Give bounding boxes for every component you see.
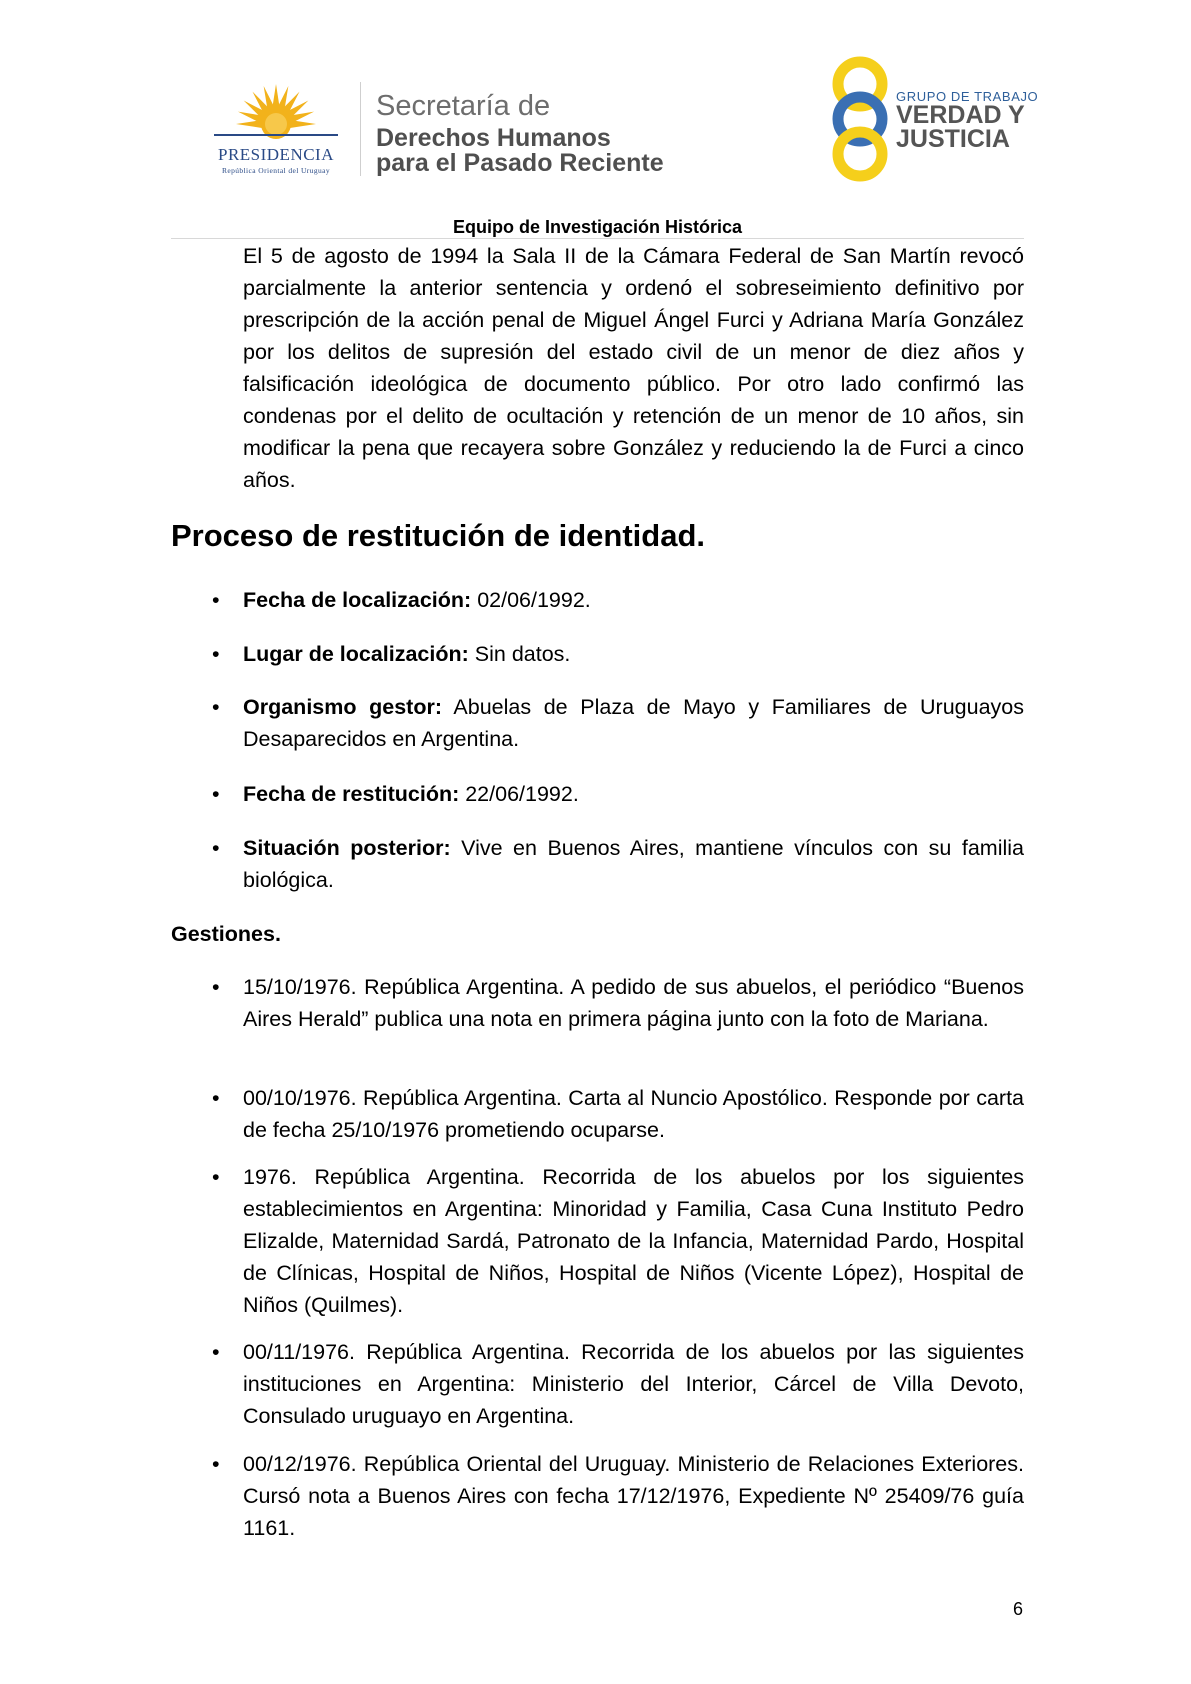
verdad-justicia-line-2: VERDAD Y — [896, 101, 1025, 129]
presidencia-name: PRESIDENCIA — [217, 145, 334, 164]
verdad-justicia-line-1: GRUPO DE TRABAJO — [896, 89, 1039, 104]
bullet-icon: • — [212, 1452, 220, 1476]
gestiones-title: Gestiones. — [171, 922, 281, 946]
bullet-icon: • — [212, 642, 220, 666]
identity-item — [212, 691, 1024, 755]
sun-of-may-icon — [196, 80, 356, 150]
gestion-text: 00/12/1976. República Oriental del Uruguay. Ministerio de Relaciones Exteriores. Cursó nota a Buenos Aires con fecha 17/12/1976, Expediente Nº 25409/76 guía 1161. — [243, 1452, 1024, 1540]
identity-item-value: Abuelas de Plaza de Mayo y Familiares de Uruguayos Desaparecidos en Argentina. — [243, 695, 1024, 751]
bullet-icon: • — [212, 1086, 220, 1110]
bullet-icon: • — [212, 1165, 220, 1189]
bullet-icon: • — [212, 836, 220, 860]
secretaria-line-2: Derechos Humanos — [376, 124, 611, 152]
identity-item-value: 02/06/1992. — [471, 588, 591, 612]
verdad-justicia-line-3: JUSTICIA — [896, 125, 1010, 153]
identity-item — [212, 832, 1024, 896]
identity-item — [212, 778, 1024, 810]
gestion-text: 00/11/1976. República Argentina. Recorrida de los abuelos por las siguientes instituciones en Argentina: Ministerio del Interior, Cárcel de Villa Devoto, Consulado uruguayo en Argentina. — [243, 1340, 1024, 1428]
bullet-icon: • — [212, 588, 220, 612]
identity-item-value: Sin datos. — [468, 642, 571, 666]
identity-item — [212, 638, 1024, 670]
identity-item-label: Lugar de localización: — [243, 642, 469, 666]
gestion-item — [212, 1082, 1024, 1146]
identity-item-label: Organismo gestor: — [243, 695, 442, 719]
identity-item-label: Situación posterior: — [243, 836, 451, 860]
gestion-text: 15/10/1976. República Argentina. A pedido de sus abuelos, el periódico “Buenos Aires Herald” publica una nota en primera página junto con la foto de Mariana. — [243, 975, 1024, 1031]
gestion-item — [212, 971, 1024, 1035]
presidencia-subtitle: República Oriental del Uruguay — [221, 166, 330, 175]
gestion-text: 00/10/1976. República Argentina. Carta al Nuncio Apostólico. Responde por carta de fecha 25/10/1976 prometiendo ocuparse. — [243, 1086, 1024, 1142]
secretaria-line-3: para el Pasado Reciente — [376, 149, 664, 177]
identity-item-label: Fecha de restitución: — [243, 782, 460, 806]
bullet-icon: • — [212, 975, 220, 999]
identity-item-label: Fecha de localización: — [243, 588, 472, 612]
header-rule — [171, 238, 1024, 239]
page-number: 6 — [1013, 1599, 1024, 1619]
gestion-item — [212, 1448, 1024, 1544]
gestion-item — [212, 1336, 1024, 1432]
gestion-text: 1976. República Argentina. Recorrida de los abuelos por los siguientes establecimientos en Argentina: Minoridad y Familia, Casa Cuna Instituto Pedro Elizalde, Maternidad Sardá, Patronato de la Infancia, Maternidad Pardo, Hospital de Clínicas, Hospital de Niños, Hospital de Niños (Vicente López), Hospital de Niños (Quilmes). — [243, 1165, 1024, 1317]
secretaria-line-1: Secretaría de — [376, 90, 551, 122]
intro-paragraph: El 5 de agosto de 1994 la Sala II de la Cámara Federal de San Martín revocó parcialmente la anterior sentencia y ordenó el sobreseimiento definitivo por prescripción de la acción penal de Miguel Ángel Furci y Adriana María González por los delitos de supresión del estado civil de un menor de diez años y falsificación ideológica de documento público. Por otro lado confirmó las condenas por el delito de ocultación y retención de un menor de 10 años, sin modificar la pena que recayera sobre González y reduciendo la de Furci a cinco años. — [243, 244, 1024, 492]
identity-item-value: Vive en Buenos Aires, mantiene vínculos con su familia biológica. — [243, 836, 1024, 892]
presidencia-logo — [196, 80, 356, 180]
section-title: Proceso de restitución de identidad. — [171, 518, 705, 553]
bullet-icon: • — [212, 1340, 220, 1364]
bullet-icon: • — [212, 782, 220, 806]
gestion-item — [212, 1161, 1024, 1321]
identity-item — [212, 584, 1024, 616]
identity-item-value: 22/06/1992. — [459, 782, 579, 806]
team-heading: Equipo de Investigación Histórica — [452, 217, 743, 237]
header-divider — [360, 82, 361, 176]
bullet-icon: • — [212, 695, 220, 719]
